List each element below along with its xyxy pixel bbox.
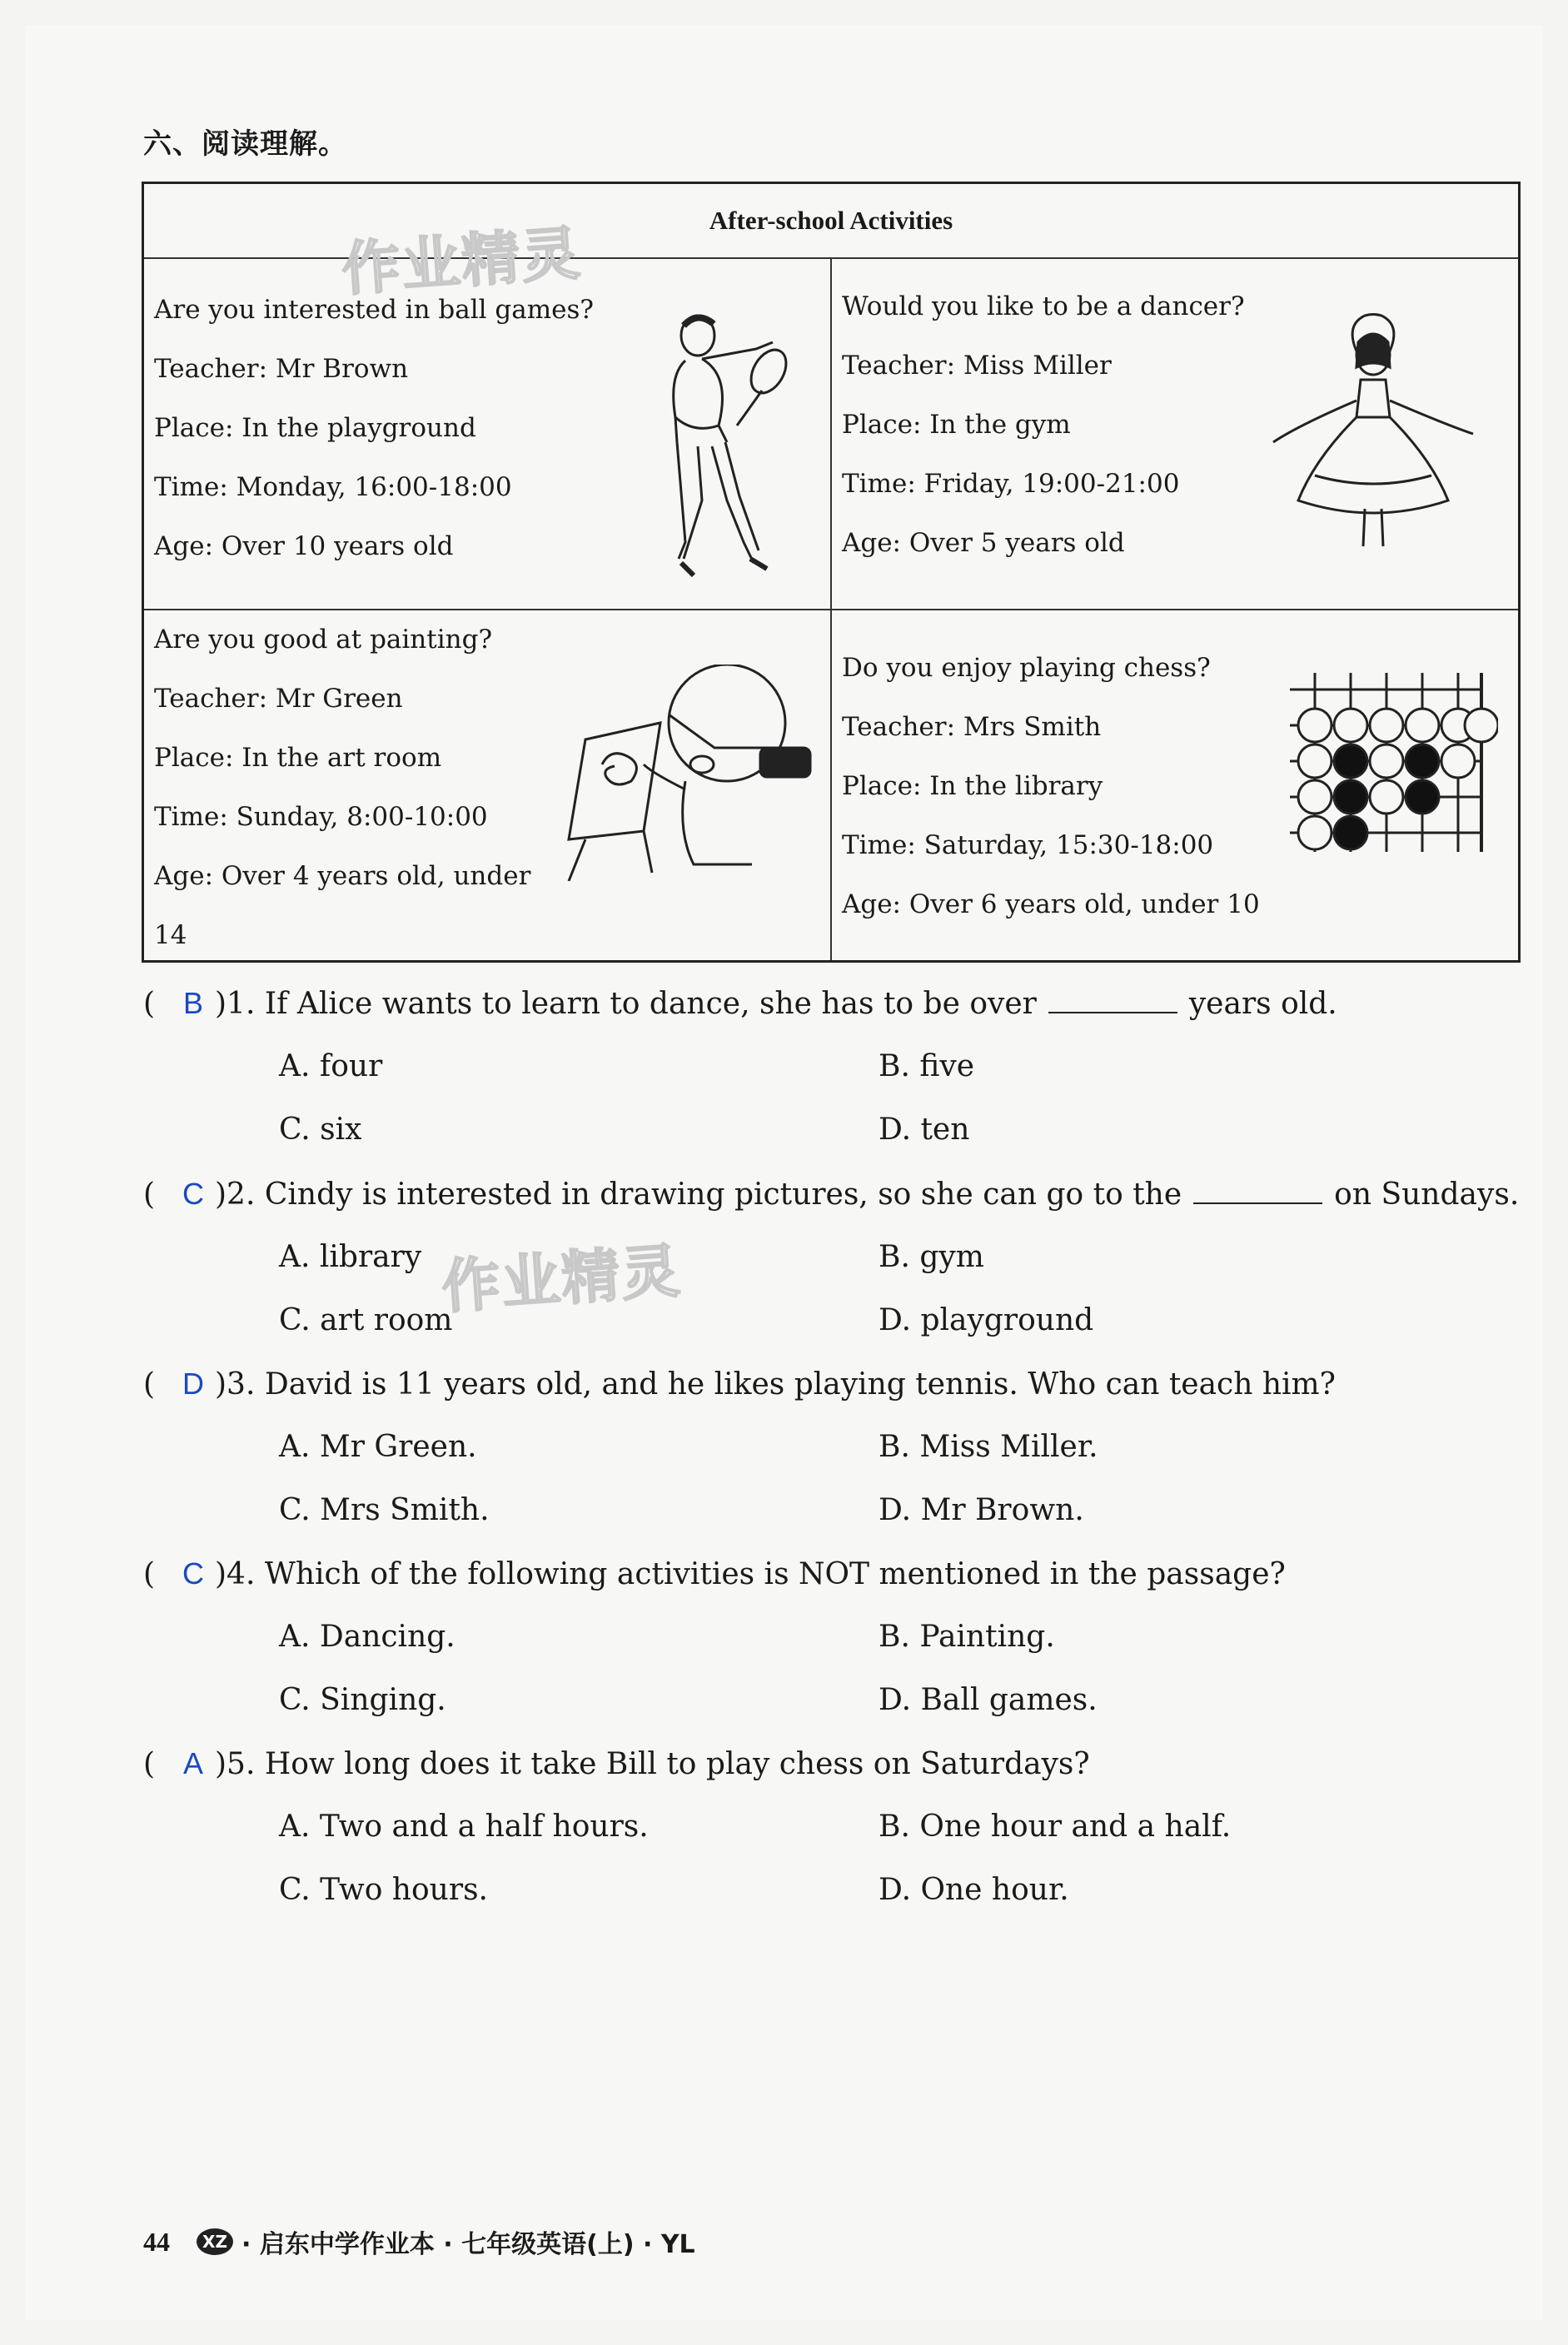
option-b[interactable]: B. Painting.	[879, 1620, 1055, 1654]
cell-line: Time: Saturday, 15:30-18:00	[841, 830, 1214, 860]
cell-line: Teacher: Mrs Smith	[841, 712, 1102, 742]
cell-line: Do you enjoy playing chess?	[841, 653, 1211, 683]
activity-cell-dancing	[831, 258, 1520, 610]
option-d[interactable]: D. ten	[879, 1113, 970, 1147]
question-4: ( C )4. Which of the following activities is NOT mentioned in the passage?	[143, 1556, 1286, 1591]
cell-line: Place: In the art room	[154, 743, 442, 773]
footer	[143, 2223, 695, 2260]
answer-2[interactable]: C	[182, 1177, 204, 1211]
cell-line: Teacher: Mr Brown	[154, 354, 409, 384]
cell-line: Place: In the playground	[154, 413, 476, 443]
activity-cell-ball-games	[143, 258, 831, 610]
option-a[interactable]: A. library	[279, 1240, 422, 1274]
footer-text: · 启东中学作业本 · 七年级英语(上) · YL	[241, 2230, 695, 2259]
dancer-icon	[1265, 309, 1481, 559]
answer-4[interactable]: C	[182, 1556, 204, 1591]
watermark: 作业精灵	[439, 1237, 684, 1322]
cell-line: Are you interested in ball games?	[154, 295, 594, 325]
option-d[interactable]: D. playground	[879, 1303, 1094, 1337]
publisher-logo-icon: XZ	[197, 2228, 233, 2255]
option-b[interactable]: B. five	[879, 1049, 974, 1083]
question-5: ( A )5. How long does it take Bill to play chess on Saturdays?	[143, 1746, 1090, 1781]
option-c[interactable]: C. six	[279, 1113, 362, 1147]
option-d[interactable]: D. Ball games.	[879, 1683, 1098, 1717]
activity-cell-chess	[831, 610, 1520, 962]
section-title: 六、阅读理解。	[143, 127, 347, 161]
option-d[interactable]: D. One hour.	[879, 1873, 1069, 1907]
option-b[interactable]: B. Miss Miller.	[879, 1430, 1098, 1464]
option-a[interactable]: A. Two and a half hours.	[279, 1810, 649, 1844]
answer-3[interactable]: D	[182, 1367, 204, 1401]
option-a[interactable]: A. Dancing.	[279, 1620, 455, 1654]
cell-line: Age: Over 6 years old, under 10	[841, 889, 1260, 919]
activity-cell-painting	[143, 610, 831, 962]
option-d[interactable]: D. Mr Brown.	[879, 1493, 1084, 1527]
tennis-player-icon	[660, 309, 802, 584]
chess-board-icon	[1282, 665, 1498, 856]
cell-line: Place: In the gym	[841, 410, 1071, 440]
answer-blank[interactable]	[1193, 1177, 1322, 1204]
cell-line: Time: Sunday, 8:00-10:00	[154, 802, 488, 832]
option-b[interactable]: B. One hour and a half.	[879, 1810, 1232, 1844]
cell-line: Place: In the library	[841, 771, 1103, 801]
option-b[interactable]: B. gym	[879, 1240, 984, 1274]
option-a[interactable]: A. Mr Green.	[279, 1430, 477, 1464]
option-a[interactable]: A. four	[279, 1049, 383, 1083]
question-3: ( D )3. David is 11 years old, and he likes playing tennis. Who can teach him?	[143, 1367, 1336, 1402]
cell-line: Teacher: Mr Green	[154, 684, 403, 714]
answer-blank[interactable]	[1048, 987, 1177, 1013]
question-1: ( B )1. If Alice wants to learn to dance, she has to be over years old.	[143, 986, 1337, 1021]
watermark: 作业精灵	[339, 219, 584, 304]
cell-line: Age: Over 4 years old, under	[154, 861, 531, 891]
cell-line: Age: Over 10 years old	[154, 531, 454, 561]
option-c[interactable]: C. Singing.	[279, 1683, 446, 1717]
option-c[interactable]: C. Two hours.	[279, 1873, 488, 1907]
question-2: ( C )2. Cindy is interested in drawing pictures, so she can go to the on Sundays.	[143, 1177, 1520, 1212]
answer-1[interactable]: B	[182, 986, 203, 1020]
cell-line: 14	[154, 920, 187, 950]
answer-5[interactable]: A	[182, 1746, 203, 1780]
cell-line: Age: Over 5 years old	[841, 528, 1125, 558]
cell-line: Teacher: Miss Miller	[841, 351, 1112, 381]
cell-line: Would you like to be a dancer?	[841, 291, 1245, 321]
painter-child-icon	[560, 665, 827, 881]
cell-line: Time: Friday, 19:00-21:00	[841, 469, 1180, 499]
page-number: 44	[143, 2226, 170, 2257]
cell-line: Time: Monday, 16:00-18:00	[154, 472, 512, 502]
option-c[interactable]: C. Mrs Smith.	[279, 1493, 490, 1527]
option-c[interactable]: C. art room	[279, 1303, 453, 1337]
table-title: After-school Activities	[143, 183, 1520, 259]
cell-line: Are you good at painting?	[154, 625, 493, 655]
